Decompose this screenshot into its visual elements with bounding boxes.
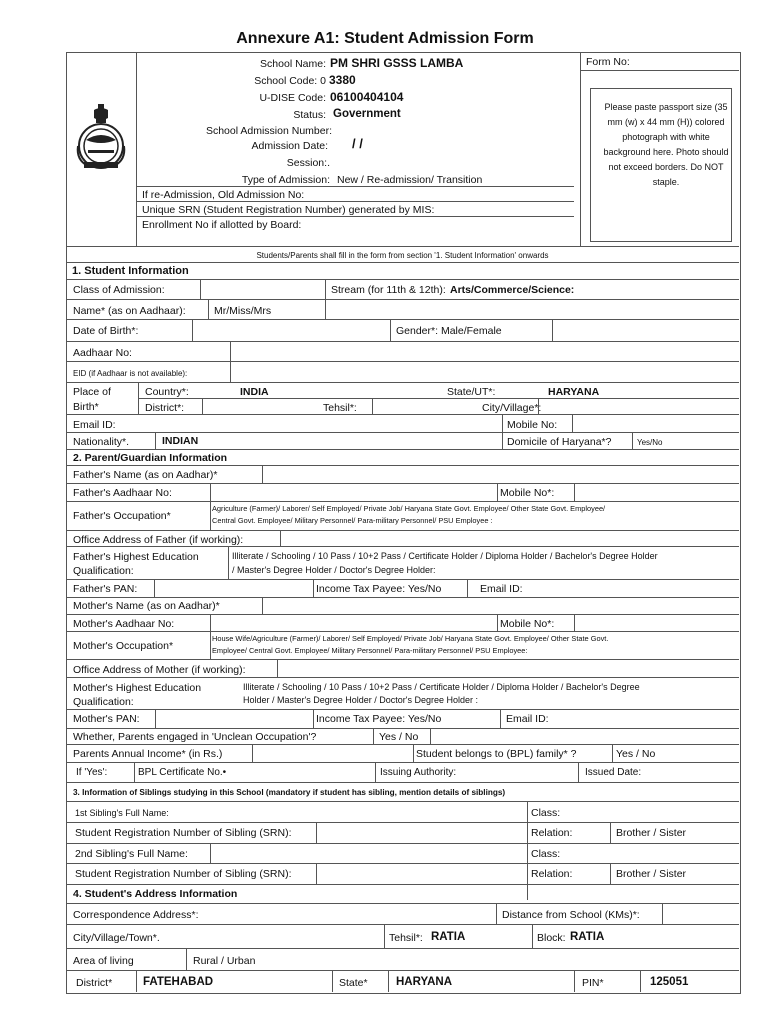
father-income-tax-label[interactable]: Income Tax Payee: Yes/No <box>316 583 442 595</box>
father-mobile-label[interactable]: Mobile No*: <box>500 487 555 499</box>
school-name-value: PM SHRI GSSS LAMBA <box>330 56 464 70</box>
gender-label[interactable]: Gender*: Male/Female <box>396 325 502 337</box>
father-office-label[interactable]: Office Address of Father (if working): <box>73 534 244 546</box>
nationality-value[interactable]: INDIAN <box>162 435 199 447</box>
bpl-value[interactable]: Yes / No <box>616 748 656 760</box>
section-4-heading: 4. Student's Address Information <box>73 888 238 900</box>
mother-edu-options-2[interactable]: Holder / Master's Degree Holder / Doctor's Degree Holder : <box>243 695 479 705</box>
bpl-label: Student belongs to (BPL) family* ? <box>416 748 577 760</box>
distance-label[interactable]: Distance from School (KMs)*: <box>502 909 640 921</box>
readmission-label[interactable]: If re-Admission, Old Admission No: <box>142 189 305 201</box>
sibling-2-class-label[interactable]: Class: <box>531 848 561 860</box>
father-occupation-label: Father's Occupation* <box>73 510 171 522</box>
stream-label: Stream (for 11th & 12th): <box>331 284 446 296</box>
sibling-2-srn-label[interactable]: Student Registration Number of Sibling (SRN): <box>75 868 292 880</box>
sibling-1-relation-label: Relation: <box>531 827 573 839</box>
photo-box: Please paste passport size (35 mm (w) x 44 mm (H)) colored photograph with white background here. Photo should not exceed borders. Do NOT staple. <box>603 102 729 187</box>
haryana-emblem-logo <box>72 100 130 180</box>
mother-office-label[interactable]: Office Address of Mother (if working): <box>73 664 246 676</box>
section-2-heading: 2. Parent/Guardian Information <box>73 452 228 464</box>
enrollment-label[interactable]: Enrollment No if allotted by Board: <box>142 219 302 231</box>
address-district-label: District* <box>76 977 113 989</box>
srn-label[interactable]: Unique SRN (Student Registration Number) generated by MIS: <box>142 204 435 216</box>
father-edu-label-1: Father's Highest Education <box>73 551 199 563</box>
admission-date-value: / / <box>352 136 363 151</box>
unclean-occupation-value[interactable]: Yes / No <box>379 731 419 743</box>
section-1-heading: 1. Student Information <box>72 265 189 277</box>
place-of-birth-label-2: Birth* <box>73 401 99 413</box>
form-no-label[interactable]: Form No: <box>586 56 630 68</box>
fill-instruction-note: Students/Parents shall fill in the form from section '1. Student Information' onwards <box>256 251 549 260</box>
country-label: Country*: <box>145 386 189 398</box>
father-email-label[interactable]: Email ID: <box>480 583 523 595</box>
mother-income-tax-label[interactable]: Income Tax Payee: Yes/No <box>316 713 442 725</box>
mother-edu-options-1[interactable]: Illiterate / Schooling / 10 Pass / 10+2 Pass / Certificate Holder / Diploma Holder / Bachelor's Degree <box>243 682 640 692</box>
mother-occupation-label: Mother's Occupation* <box>73 640 174 652</box>
issued-date-label[interactable]: Issued Date: <box>585 767 642 778</box>
aadhaar-label[interactable]: Aadhaar No: <box>73 347 132 359</box>
unclean-occupation-label: Whether, Parents engaged in 'Unclean Occupation'? <box>73 731 317 743</box>
annual-income-label[interactable]: Parents Annual Income* (in Rs.) <box>73 748 223 760</box>
udise-label: U-DISE Code: <box>259 92 326 104</box>
stream-value[interactable]: Arts/Commerce/Science: <box>450 284 575 296</box>
udise-value: 06100404104 <box>330 90 404 104</box>
mother-mobile-label[interactable]: Mobile No*: <box>500 618 555 630</box>
city-village-town-label[interactable]: City/Village/Town*. <box>73 932 160 944</box>
father-pan-label[interactable]: Father's PAN: <box>73 583 138 595</box>
sibling-1-name-label[interactable]: 1st Sibling's Full Name: <box>75 808 169 818</box>
state-value[interactable]: HARYANA <box>548 386 600 398</box>
sibling-2-relation-value[interactable]: Brother / Sister <box>616 868 687 880</box>
father-occupation-options-1[interactable]: Agriculture (Farmer)/ Laborer/ Self Employed/ Private Job/ Haryana State Govt. Employee/ Other State Govt. Employee/ <box>212 504 606 513</box>
admission-type-value[interactable]: New / Re-admission/ Transition <box>337 174 483 186</box>
mother-edu-label-1: Mother's Highest Education <box>73 682 202 694</box>
address-tehsil-value[interactable]: RATIA <box>431 931 466 943</box>
section-3-heading: 3. Information of Siblings studying in this School (mandatory if student has sibling, mention details of siblings) <box>73 788 506 797</box>
address-district-value[interactable]: FATEHABAD <box>143 976 214 988</box>
school-code-label: School Code: 0 <box>254 75 326 87</box>
name-label: Name* (as on Aadhaar): <box>73 305 186 317</box>
sibling-1-relation-value[interactable]: Brother / Sister <box>616 827 687 839</box>
father-edu-options-1[interactable]: Illiterate / Schooling / 10 Pass / 10+2 Pass / Certificate Holder / Diploma Holder / Bachelor's Degree Holder <box>232 551 658 561</box>
state-label: State/UT*: <box>447 386 496 398</box>
sibling-1-class-label[interactable]: Class: <box>531 807 561 819</box>
nationality-label: Nationality*. <box>73 436 130 448</box>
father-edu-options-2[interactable]: / Master's Degree Holder / Doctor's Degree Holder: <box>232 565 436 575</box>
block-label: Block: <box>537 932 566 944</box>
admission-date-label[interactable]: Admission Date: <box>251 140 328 152</box>
father-name-label[interactable]: Father's Name (as on Aadhar)* <box>73 469 218 481</box>
mobile-label[interactable]: Mobile No: <box>507 419 558 431</box>
address-state-label: State* <box>339 977 368 989</box>
correspondence-address-label[interactable]: Correspondence Address*: <box>73 909 199 921</box>
city-village-label: City/Village*: <box>482 402 542 414</box>
domicile-label: Domicile of Haryana*? <box>507 436 612 448</box>
mother-aadhaar-label[interactable]: Mother's Aadhaar No: <box>73 618 175 630</box>
session-label[interactable]: Session:. <box>286 157 330 169</box>
address-tehsil-label: Tehsil*: <box>389 932 423 944</box>
class-of-admission-label[interactable]: Class of Admission: <box>73 284 165 296</box>
mother-pan-label[interactable]: Mother's PAN: <box>73 713 140 725</box>
mother-edu-label-2: Qualification: <box>73 696 134 708</box>
status-value: Government <box>333 108 401 120</box>
mother-name-label[interactable]: Mother's Name (as on Aadhar)* <box>73 600 220 612</box>
tehsil-label: Tehsil*: <box>323 402 357 414</box>
sibling-2-name-label[interactable]: 2nd Sibling's Full Name: <box>75 848 188 860</box>
country-value[interactable]: INDIA <box>240 386 269 398</box>
name-prefix[interactable]: Mr/Miss/Mrs <box>214 305 272 317</box>
school-code-value: 3380 <box>329 73 356 87</box>
father-edu-label-2: Qualification: <box>73 565 134 577</box>
issuing-authority-label[interactable]: Issuing Authority: <box>380 767 457 778</box>
status-label: Status: <box>293 109 326 121</box>
district-label: District*: <box>145 402 185 414</box>
admission-type-label: Type of Admission: <box>241 174 330 186</box>
email-label[interactable]: Email ID: <box>73 419 116 431</box>
bpl-certificate-label[interactable]: BPL Certificate No.• <box>138 767 227 778</box>
place-of-birth-label-1: Place of <box>73 386 111 398</box>
form-title: Annexure A1: Student Admission Form <box>236 30 534 47</box>
admission-number-label[interactable]: School Admission Number: <box>205 125 332 137</box>
if-yes-label: If 'Yes': <box>76 767 108 778</box>
sibling-2-relation-label: Relation: <box>531 868 573 880</box>
dob-label[interactable]: Date of Birth*: <box>73 325 139 337</box>
mother-email-label[interactable]: Email ID: <box>506 713 549 725</box>
pin-value[interactable]: 125051 <box>650 976 689 988</box>
area-of-living-label: Area of living <box>73 955 134 967</box>
mother-occupation-options-1[interactable]: House Wife/Agriculture (Farmer)/ Laborer/ Self Employed/ Private Job/ Haryana State Govt. Employee/ Other State Govt. <box>212 634 609 643</box>
father-aadhaar-label[interactable]: Father's Aadhaar No: <box>73 487 172 499</box>
area-of-living-value[interactable]: Rural / Urban <box>193 955 256 967</box>
eid-label[interactable]: EID (if Aadhaar is not available): <box>73 369 188 378</box>
mother-occupation-options-2[interactable]: Employee/ Central Govt. Employee/ Military Personnel/ Para-military Personnel/ PSU Employee: <box>212 646 528 655</box>
address-state-value[interactable]: HARYANA <box>396 976 453 988</box>
pin-label: PIN* <box>582 977 604 989</box>
sibling-1-srn-label[interactable]: Student Registration Number of Sibling (SRN): <box>75 827 292 839</box>
domicile-value[interactable]: Yes/No <box>637 438 663 447</box>
block-value[interactable]: RATIA <box>570 931 605 943</box>
school-name-label: School Name: <box>260 58 326 70</box>
father-occupation-options-2[interactable]: Central Govt. Employee/ Military Personnel/ Para-military Personnel/ PSU Employee : <box>212 516 493 525</box>
